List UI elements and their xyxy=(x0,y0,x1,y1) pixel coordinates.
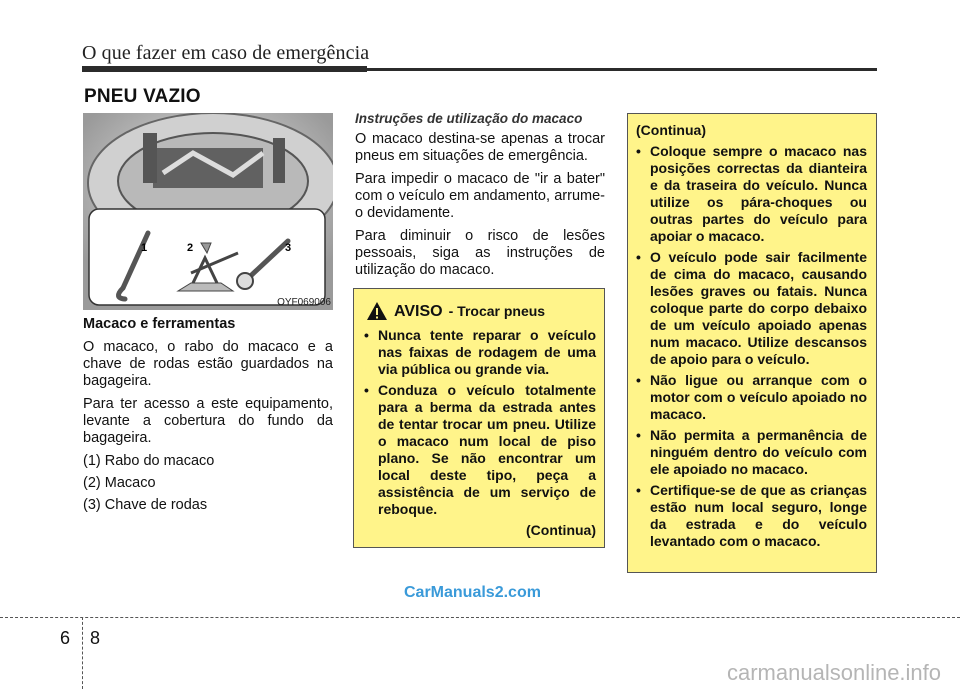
warning-list xyxy=(364,327,596,518)
jack-tools-section xyxy=(83,316,333,519)
footer-divider-vertical xyxy=(82,617,83,689)
continued-label: (Continua) xyxy=(526,522,596,538)
header-rule xyxy=(367,68,877,71)
chapter-number: 6 xyxy=(60,628,71,648)
paragraph: O macaco destina-se apenas a trocar pneus em situações de emergência. xyxy=(355,131,605,164)
warning-box xyxy=(353,288,605,548)
paragraph: Para diminuir o risco de lesões pessoais, siga as instruções de utilização do macaco. xyxy=(355,228,605,278)
list-item: (3) Chave de rodas xyxy=(83,497,208,513)
warning-label: AVISO xyxy=(394,302,443,320)
jack-tools-heading: Macaco e ferramentas xyxy=(83,316,236,332)
callout-1: 1 xyxy=(141,242,148,254)
footer-divider xyxy=(0,617,960,618)
warning-continued-box xyxy=(627,113,877,573)
continued-heading: (Continua) xyxy=(636,122,706,138)
page-number: 8 xyxy=(90,628,101,648)
jack-instructions-heading: Instruções de utilização do macaco xyxy=(355,111,583,126)
list-item: • Conduza o veículo totalmente para a berma da estrada antes de tentar trocar um pneu. Utilize o macaco num local de piso plano. Se não encontrar um local deste tipo, peça a assistência de um serviço de reboque. xyxy=(364,382,596,518)
trunk-illustration xyxy=(83,113,333,310)
list-item: (1) Rabo do macaco xyxy=(83,453,215,469)
jack-tools-figure xyxy=(83,113,333,310)
warning-sublabel: - Trocar pneus xyxy=(448,302,546,319)
warning-continued-list xyxy=(636,143,867,550)
list-item: • O veículo pode sair facilmente de cima do macaco, causando lesões graves ou fatais. Nunca coloque parte do corpo debaixo de um veículo apoiado apenas num macaco. Utilize descansos de apoio para o veículo. xyxy=(636,249,867,368)
warning-triangle-icon xyxy=(366,301,388,321)
callout-3: 3 xyxy=(285,242,292,254)
list-item: (2) Macaco xyxy=(83,475,156,491)
footer-watermark: carmanualsonline.info xyxy=(727,660,942,685)
chapter-title: O que fazer em caso de emergência xyxy=(82,42,370,64)
figure-code: OYF069006 xyxy=(277,297,331,308)
list-item: • Não permita a permanência de ninguém dentro do veículo com ele apoiado no macaco. xyxy=(636,427,867,478)
list-item: • Não ligue ou arranque com o motor com o veículo apoiado no macaco. xyxy=(636,372,867,423)
paragraph: O macaco, o rabo do macaco e a chave de rodas estão guardados na bagageira. xyxy=(83,339,333,389)
list-item: • Coloque sempre o macaco nas posições correctas da dianteira e da traseira do veículo. Nunca utilize os pára-choques ou outras partes do veículo para apoiar o macaco. xyxy=(636,143,867,245)
header-bar xyxy=(82,66,367,72)
list-item: • Certifique-se de que as crianças estão num local seguro, longe da estrada e do veículo levantado com o macaco. xyxy=(636,482,867,550)
paragraph: Para ter acesso a este equipamento, levante a cobertura do fundo da bagageira. xyxy=(83,396,333,446)
jack-instructions-section xyxy=(355,110,605,285)
list-item: • Nunca tente reparar o veículo nas faixas de rodagem de uma via pública ou grande via. xyxy=(364,327,596,378)
paragraph: Para impedir o macaco de "ir a bater" com o veículo em andamento, arrume-o devidamente. xyxy=(355,171,605,221)
warning-header xyxy=(366,301,596,321)
section-title: PNEU VAZIO xyxy=(84,86,201,107)
callout-2: 2 xyxy=(187,242,194,254)
site-watermark: CarManuals2.com xyxy=(404,584,541,601)
